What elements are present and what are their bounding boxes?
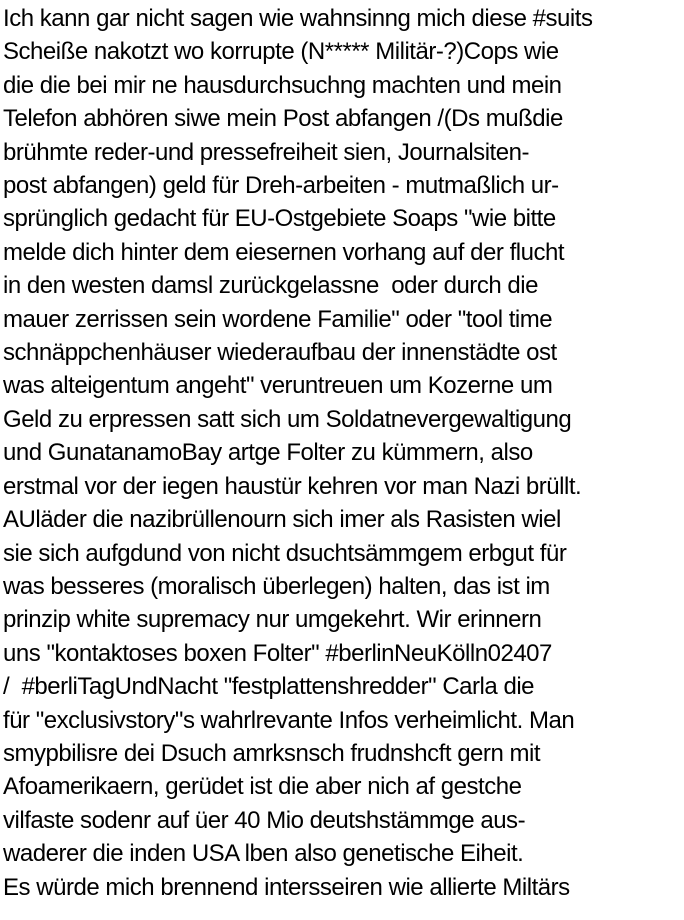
text-line: was alteigentum angeht" veruntreuen um Kozerne um	[3, 372, 553, 400]
text-line: Es würde mich brennend intersseiren wie allierte Miltärs	[3, 873, 570, 901]
text-line: schnäppchenhäuser wiederaufbau der innenstädte ost	[3, 339, 557, 367]
text-line: sie sich aufgdund von nicht dsuchtsämmgem erbgut für	[3, 539, 567, 567]
text-line: erstmal vor der iegen haustür kehren vor man Nazi brüllt.	[3, 472, 582, 500]
text-line: melde dich hinter dem eiesernen vorhang auf der flucht	[3, 238, 565, 266]
text-line: prinzip white supremacy nur umgekehrt. Wir erinnern	[3, 606, 542, 634]
text-line: Geld zu erpressen satt sich um Soldatnevergewaltigung	[3, 405, 572, 433]
text-line: was besseres (moralisch überlegen) halten, das ist im	[3, 572, 550, 600]
text-line: in den westen damsl zurückgelassne oder durch die	[3, 272, 538, 300]
text-line: vilfaste sodenr auf üer 40 Mio deutshstämmge aus-	[3, 806, 526, 834]
text-line: smypbilisre dei Dsuch amrksnsch frudnshcft gern mit	[3, 739, 541, 767]
text-line: Ich kann gar nicht sagen wie wahnsinng mich diese #suits	[3, 5, 593, 32]
text-line: Afoamerikaern, gerüdet ist die aber nich af gestche	[3, 773, 522, 801]
text-line: AUläder die nazibrüllenourn sich imer als Rasisten wiel	[3, 506, 561, 534]
text-line: die die bei mir ne hausdurchsuchng machten und mein	[3, 71, 562, 99]
text-line: post abfangen) geld für Dreh-arbeiten - mutmaßlich ur-	[3, 172, 559, 200]
text-line: mauer zerrissen sein wordene Familie" oder "tool time	[3, 305, 553, 333]
text-line: waderer die inden USA lben also genetische Eiheit.	[3, 840, 524, 868]
text-line: / #berliTagUndNacht "festplattenshredder" Carla die	[3, 673, 535, 701]
text-line: uns "kontaktoses boxen Folter" #berlinNeuKölln02407	[3, 639, 552, 667]
text-line: Scheiße nakotzt wo korrupte (N***** Militär-?)Cops wie	[3, 38, 559, 66]
text-line: brühmte reder-und pressefreiheit sien, Journalsiten-	[3, 138, 529, 166]
text-line: und GunatanamoBay artge Folter zu kümmern, also	[3, 439, 533, 467]
text-line: sprünglich gedacht für EU-Ostgebiete Soaps "wie bitte	[3, 205, 556, 233]
text-line: für "exclusivstory"s wahrlrevante Infos verheimlicht. Man	[3, 706, 575, 734]
text-block	[3, 2, 684, 904]
text-line: Telefon abhören siwe mein Post abfangen /(Ds mußdie	[3, 105, 563, 133]
